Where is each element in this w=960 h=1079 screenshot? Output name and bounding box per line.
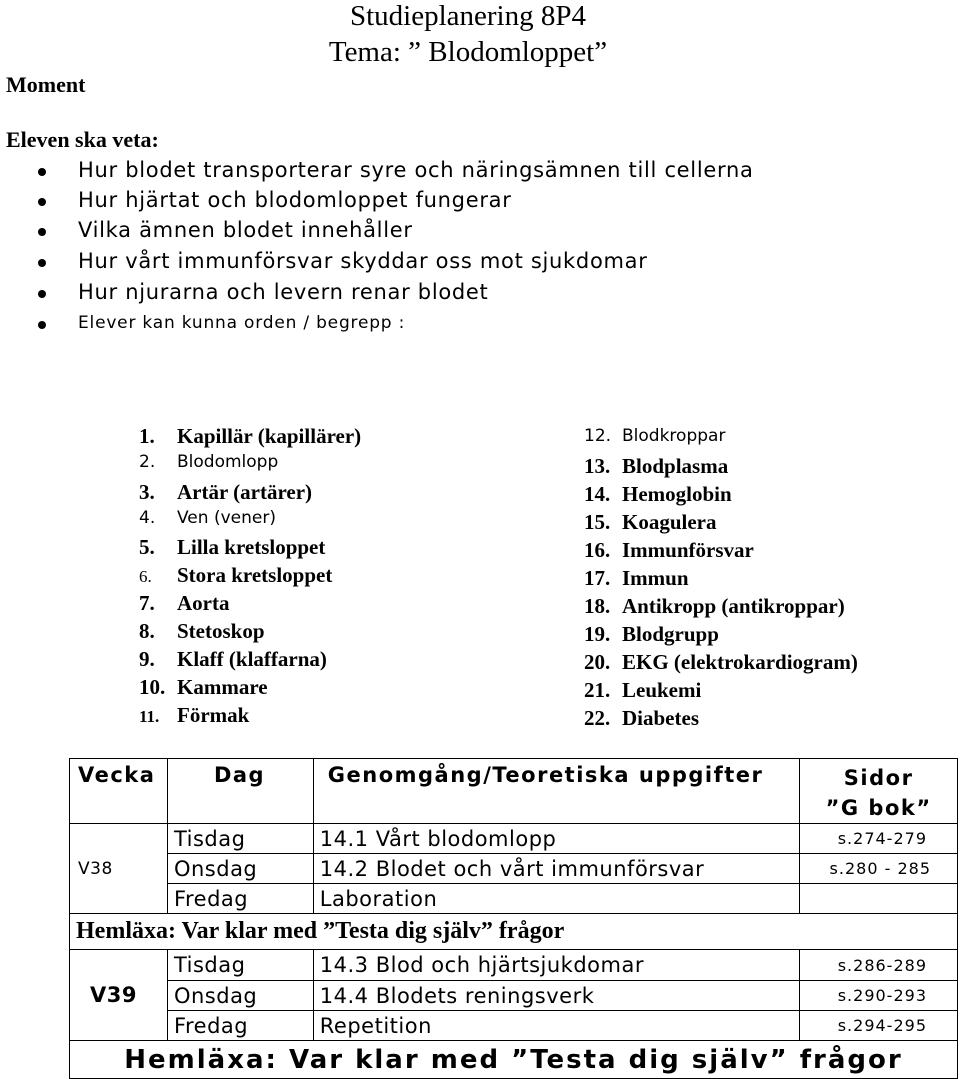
week-v39: V39 (70, 950, 168, 1041)
term-item: 17. Immun (584, 566, 689, 590)
term-item: 10. Kammare (139, 675, 268, 699)
bullet-icon (38, 290, 46, 298)
topic-cell: Laboration (313, 884, 799, 914)
day-cell: Fredag (167, 1011, 313, 1041)
term-item: 11. Förmak (139, 703, 250, 727)
term-item: 19. Blodgrupp (584, 622, 719, 646)
header-topic: Genomgång/Teoretiska uppgifter (313, 759, 799, 824)
term-item: 21. Leukemi (584, 678, 702, 702)
day-cell: Onsdag (167, 854, 313, 884)
table-row (70, 854, 958, 884)
moment-label: Moment (6, 72, 86, 97)
topic-cell: 14.2 Blodet och vårt immunförsvar (313, 854, 799, 884)
pages-cell: s.294-295 (800, 1011, 958, 1041)
week-v38: V38 (70, 824, 168, 914)
bullet-icon (38, 168, 46, 176)
pages-cell: s.274-279 (800, 824, 958, 854)
table-row (70, 1011, 958, 1041)
term-item: 7. Aorta (139, 591, 230, 615)
term-item: 4. Ven (vener) (139, 508, 276, 528)
term-item: 5. Lilla kretsloppet (139, 535, 326, 559)
homework-row (70, 914, 958, 950)
goals-heading: Eleven ska veta: (6, 127, 159, 152)
bullet-icon (38, 198, 46, 206)
pages-cell (800, 884, 958, 914)
term-item: 1. Kapillär (kapillärer) (139, 424, 362, 448)
day-cell: Tisdag (167, 824, 313, 854)
term-item: 13. Blodplasma (584, 454, 729, 478)
topic-cell: 14.3 Blod och hjärtsjukdomar (313, 950, 799, 981)
term-item: 3. Artär (artärer) (139, 480, 313, 504)
header-pages-line1: Sidor (843, 766, 914, 790)
pages-cell: s.286-289 (800, 950, 958, 981)
header-week: Vecka (70, 759, 168, 824)
table-row (70, 884, 958, 914)
day-cell: Fredag (167, 884, 313, 914)
table-header-row (70, 759, 958, 824)
pages-cell: s.290-293 (800, 981, 958, 1011)
table-row (70, 981, 958, 1011)
topic-cell: 14.4 Blodets reningsverk (313, 981, 799, 1011)
page-title: Studieplanering 8P4 (349, 0, 586, 32)
pages-cell: s.280 - 285 (800, 854, 958, 884)
term-item: 16. Immunförsvar (584, 538, 754, 562)
bullet-icon (38, 259, 46, 267)
term-item: 2. Blodomlopp (139, 452, 279, 472)
table-row (70, 950, 958, 981)
header-pages (800, 759, 958, 824)
term-item: 22. Diabetes (584, 706, 699, 730)
day-cell: Onsdag (167, 981, 313, 1011)
term-item: 8. Stetoskop (139, 619, 265, 643)
header-pages-line2: ”G bok” (825, 796, 932, 820)
bullet-icon (38, 321, 46, 329)
term-item: 12. Blodkroppar (584, 426, 726, 446)
table-row (70, 824, 958, 854)
topic-cell: Repetition (313, 1011, 799, 1041)
term-item: 6. Stora kretsloppet (139, 563, 333, 587)
schedule-table (69, 758, 958, 1079)
homework-row (70, 1041, 958, 1079)
bullet-icon (38, 228, 46, 236)
header-day: Dag (167, 759, 313, 824)
day-cell: Tisdag (167, 950, 313, 981)
topic-cell: 14.1 Vårt blodomlopp (313, 824, 799, 854)
page-subtitle: Tema: ” Blodomloppet” (328, 36, 608, 68)
term-item: 15. Koagulera (584, 510, 717, 534)
term-item: 18. Antikropp (antikroppar) (584, 594, 845, 618)
term-item: 20. EKG (elektrokardiogram) (584, 650, 858, 674)
homework-v39: Hemläxa: Var klar med ”Testa dig själv” frågor (70, 1041, 958, 1079)
term-item: 14. Hemoglobin (584, 482, 732, 506)
term-item: 9. Klaff (klaffarna) (139, 647, 327, 671)
homework-v38: Hemläxa: Var klar med ”Testa dig själv” frågor (70, 914, 958, 950)
